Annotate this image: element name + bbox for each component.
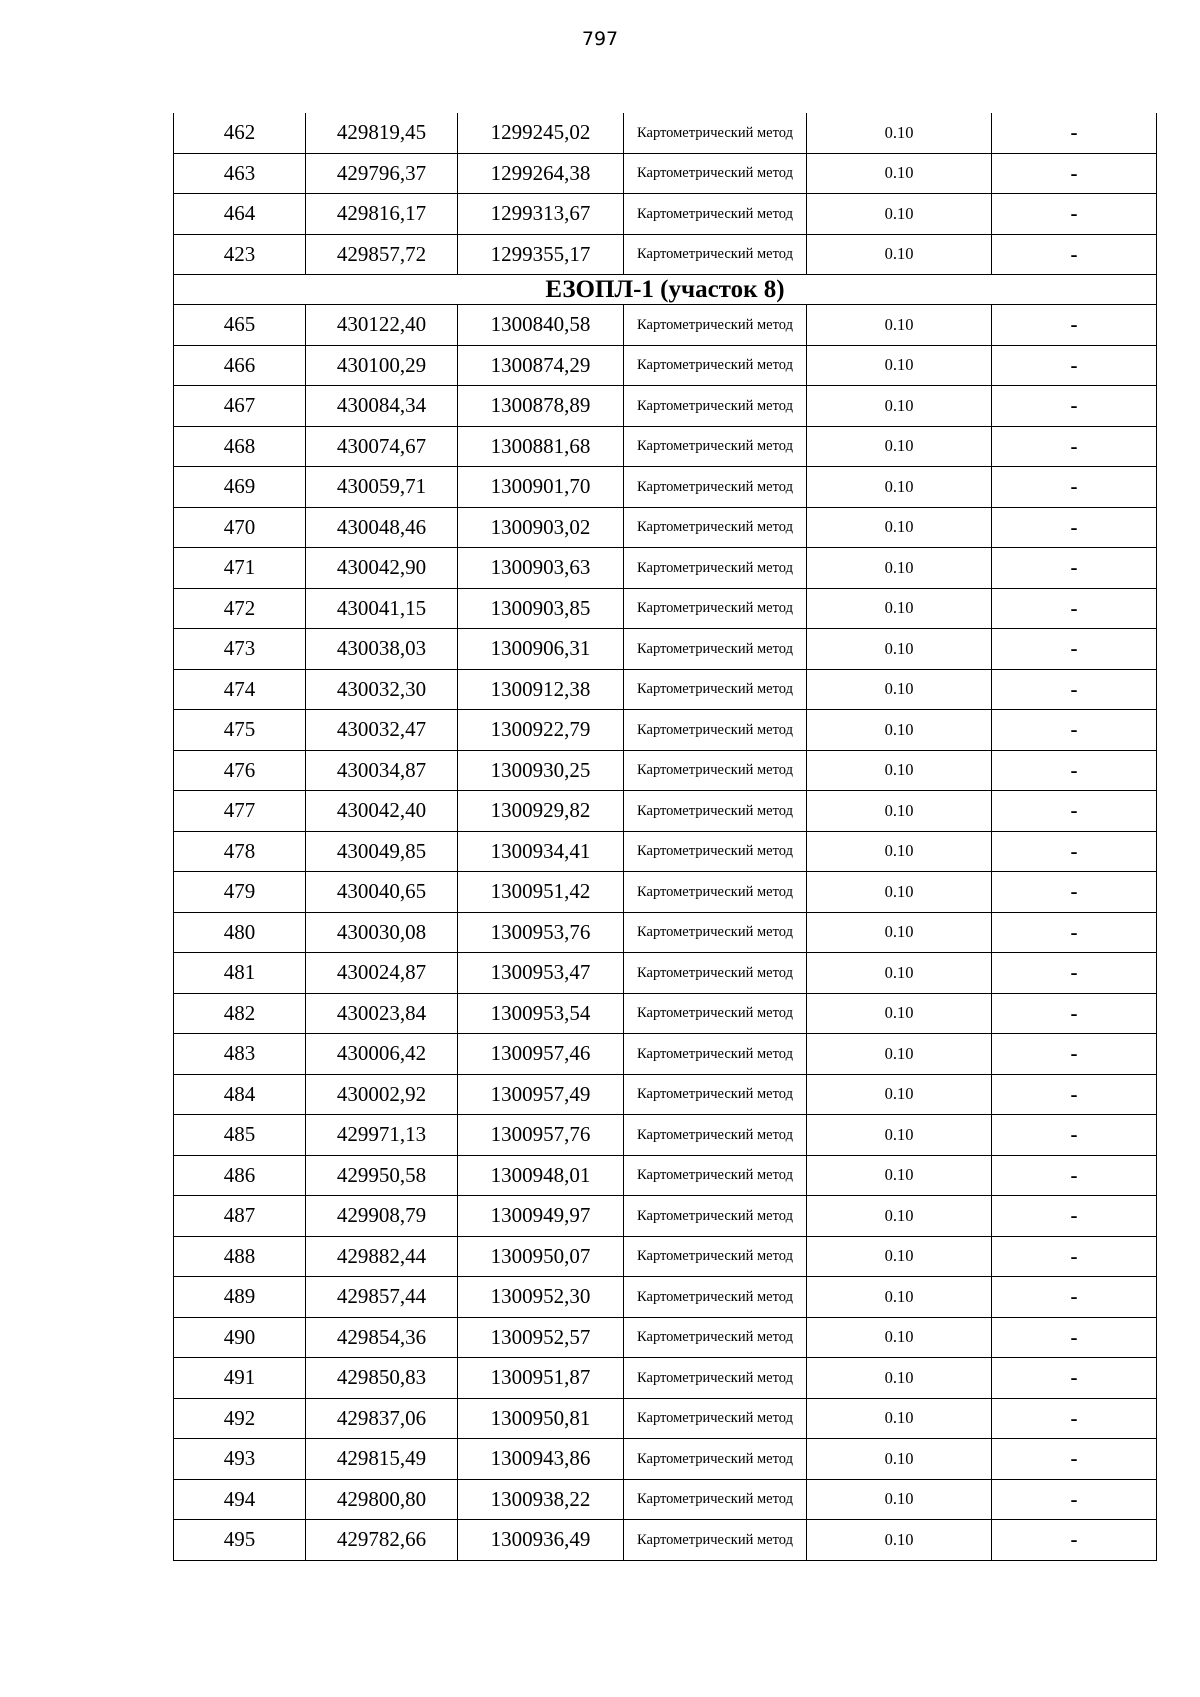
accuracy-cell: 0.10 [807, 426, 992, 467]
description-cell: - [992, 507, 1157, 548]
method-cell: Картометрический метод [624, 153, 807, 194]
y-coordinate: 1300950,81 [458, 1398, 624, 1439]
y-coordinate: 1300953,54 [458, 993, 624, 1034]
method-cell: Картометрический метод [624, 548, 807, 589]
x-coordinate: 430023,84 [306, 993, 458, 1034]
accuracy-cell: 0.10 [807, 1074, 992, 1115]
accuracy-cell: 0.10 [807, 1479, 992, 1520]
y-coordinate: 1300938,22 [458, 1479, 624, 1520]
point-number: 462 [174, 113, 306, 153]
method-cell: Картометрический метод [624, 1115, 807, 1156]
x-coordinate: 430049,85 [306, 831, 458, 872]
method-cell: Картометрический метод [624, 507, 807, 548]
table-row [174, 1439, 1157, 1480]
description-cell: - [992, 1398, 1157, 1439]
y-coordinate: 1300881,68 [458, 426, 624, 467]
table-row [174, 1074, 1157, 1115]
section-title: ЕЗОПЛ-1 (участок 8) [174, 275, 1157, 305]
y-coordinate: 1300953,47 [458, 953, 624, 994]
x-coordinate: 430002,92 [306, 1074, 458, 1115]
point-number: 494 [174, 1479, 306, 1520]
description-cell: - [992, 386, 1157, 427]
method-cell: Картометрический метод [624, 1398, 807, 1439]
method-cell: Картометрический метод [624, 1358, 807, 1399]
table-row [174, 669, 1157, 710]
accuracy-cell: 0.10 [807, 194, 992, 235]
x-coordinate: 429857,44 [306, 1277, 458, 1318]
table-row [174, 234, 1157, 275]
table-row [174, 1479, 1157, 1520]
description-cell: - [992, 1317, 1157, 1358]
method-cell: Картометрический метод [624, 1196, 807, 1237]
x-coordinate: 430059,71 [306, 467, 458, 508]
x-coordinate: 430042,40 [306, 791, 458, 832]
method-cell: Картометрический метод [624, 305, 807, 346]
y-coordinate: 1300903,63 [458, 548, 624, 589]
x-coordinate: 429882,44 [306, 1236, 458, 1277]
y-coordinate: 1300950,07 [458, 1236, 624, 1277]
point-number: 472 [174, 588, 306, 629]
y-coordinate: 1300948,01 [458, 1155, 624, 1196]
accuracy-cell: 0.10 [807, 831, 992, 872]
x-coordinate: 430038,03 [306, 629, 458, 670]
accuracy-cell: 0.10 [807, 1277, 992, 1318]
table-row [174, 548, 1157, 589]
method-cell: Картометрический метод [624, 1317, 807, 1358]
x-coordinate: 429816,17 [306, 194, 458, 235]
method-cell: Картометрический метод [624, 791, 807, 832]
y-coordinate: 1300943,86 [458, 1439, 624, 1480]
accuracy-cell: 0.10 [807, 791, 992, 832]
y-coordinate: 1300912,38 [458, 669, 624, 710]
method-cell: Картометрический метод [624, 1236, 807, 1277]
table-row [174, 507, 1157, 548]
description-cell: - [992, 1115, 1157, 1156]
method-cell: Картометрический метод [624, 1520, 807, 1561]
description-cell: - [992, 1034, 1157, 1075]
accuracy-cell: 0.10 [807, 669, 992, 710]
point-number: 469 [174, 467, 306, 508]
table-row [174, 629, 1157, 670]
method-cell: Картометрический метод [624, 629, 807, 670]
accuracy-cell: 0.10 [807, 234, 992, 275]
table-row [174, 993, 1157, 1034]
y-coordinate: 1300957,46 [458, 1034, 624, 1075]
point-number: 473 [174, 629, 306, 670]
method-cell: Картометрический метод [624, 1277, 807, 1318]
y-coordinate: 1300930,25 [458, 750, 624, 791]
description-cell: - [992, 1520, 1157, 1561]
description-cell: - [992, 791, 1157, 832]
y-coordinate: 1299264,38 [458, 153, 624, 194]
x-coordinate: 430100,29 [306, 345, 458, 386]
y-coordinate: 1299313,67 [458, 194, 624, 235]
accuracy-cell: 0.10 [807, 872, 992, 913]
method-cell: Картометрический метод [624, 669, 807, 710]
point-number: 482 [174, 993, 306, 1034]
description-cell: - [992, 548, 1157, 589]
x-coordinate: 429782,66 [306, 1520, 458, 1561]
accuracy-cell: 0.10 [807, 750, 992, 791]
y-coordinate: 1300951,42 [458, 872, 624, 913]
y-coordinate: 1300936,49 [458, 1520, 624, 1561]
method-cell: Картометрический метод [624, 467, 807, 508]
table-row [174, 1236, 1157, 1277]
description-cell: - [992, 234, 1157, 275]
description-cell: - [992, 113, 1157, 153]
table-row [174, 305, 1157, 346]
y-coordinate: 1300952,30 [458, 1277, 624, 1318]
y-coordinate: 1300874,29 [458, 345, 624, 386]
point-number: 468 [174, 426, 306, 467]
point-number: 470 [174, 507, 306, 548]
method-cell: Картометрический метод [624, 872, 807, 913]
table-row [174, 953, 1157, 994]
y-coordinate: 1300903,02 [458, 507, 624, 548]
accuracy-cell: 0.10 [807, 345, 992, 386]
table-row [174, 467, 1157, 508]
description-cell: - [992, 194, 1157, 235]
x-coordinate: 430006,42 [306, 1034, 458, 1075]
accuracy-cell: 0.10 [807, 1520, 992, 1561]
x-coordinate: 430074,67 [306, 426, 458, 467]
method-cell: Картометрический метод [624, 1479, 807, 1520]
x-coordinate: 430040,65 [306, 872, 458, 913]
accuracy-cell: 0.10 [807, 1155, 992, 1196]
accuracy-cell: 0.10 [807, 507, 992, 548]
table-row [174, 153, 1157, 194]
point-number: 467 [174, 386, 306, 427]
method-cell: Картометрический метод [624, 234, 807, 275]
point-number: 491 [174, 1358, 306, 1399]
table-row [174, 194, 1157, 235]
accuracy-cell: 0.10 [807, 548, 992, 589]
accuracy-cell: 0.10 [807, 1439, 992, 1480]
point-number: 466 [174, 345, 306, 386]
point-number: 488 [174, 1236, 306, 1277]
description-cell: - [992, 953, 1157, 994]
method-cell: Картометрический метод [624, 386, 807, 427]
accuracy-cell: 0.10 [807, 386, 992, 427]
table-row [174, 345, 1157, 386]
x-coordinate: 429850,83 [306, 1358, 458, 1399]
x-coordinate: 429908,79 [306, 1196, 458, 1237]
x-coordinate: 429950,58 [306, 1155, 458, 1196]
point-number: 423 [174, 234, 306, 275]
point-number: 495 [174, 1520, 306, 1561]
table-row [174, 1277, 1157, 1318]
table-row [174, 1115, 1157, 1156]
x-coordinate: 430030,08 [306, 912, 458, 953]
table-row [174, 831, 1157, 872]
point-number: 490 [174, 1317, 306, 1358]
method-cell: Картометрический метод [624, 953, 807, 994]
table-row [174, 1155, 1157, 1196]
method-cell: Картометрический метод [624, 750, 807, 791]
y-coordinate: 1300957,49 [458, 1074, 624, 1115]
table-row [174, 386, 1157, 427]
method-cell: Картометрический метод [624, 912, 807, 953]
y-coordinate: 1300949,97 [458, 1196, 624, 1237]
x-coordinate: 430024,87 [306, 953, 458, 994]
point-number: 483 [174, 1034, 306, 1075]
description-cell: - [992, 912, 1157, 953]
description-cell: - [992, 669, 1157, 710]
accuracy-cell: 0.10 [807, 1317, 992, 1358]
table-row [174, 1358, 1157, 1399]
table-row [174, 791, 1157, 832]
accuracy-cell: 0.10 [807, 153, 992, 194]
point-number: 484 [174, 1074, 306, 1115]
x-coordinate: 429854,36 [306, 1317, 458, 1358]
table-row [174, 710, 1157, 751]
accuracy-cell: 0.10 [807, 305, 992, 346]
accuracy-cell: 0.10 [807, 710, 992, 751]
point-number: 471 [174, 548, 306, 589]
x-coordinate: 429796,37 [306, 153, 458, 194]
x-coordinate: 430041,15 [306, 588, 458, 629]
method-cell: Картометрический метод [624, 831, 807, 872]
y-coordinate: 1300903,85 [458, 588, 624, 629]
method-cell: Картометрический метод [624, 1155, 807, 1196]
x-coordinate: 429815,49 [306, 1439, 458, 1480]
description-cell: - [992, 1479, 1157, 1520]
description-cell: - [992, 993, 1157, 1034]
x-coordinate: 429819,45 [306, 113, 458, 153]
table-row [174, 588, 1157, 629]
description-cell: - [992, 629, 1157, 670]
description-cell: - [992, 305, 1157, 346]
accuracy-cell: 0.10 [807, 629, 992, 670]
point-number: 489 [174, 1277, 306, 1318]
x-coordinate: 430042,90 [306, 548, 458, 589]
description-cell: - [992, 1155, 1157, 1196]
description-cell: - [992, 1196, 1157, 1237]
y-coordinate: 1300952,57 [458, 1317, 624, 1358]
description-cell: - [992, 1439, 1157, 1480]
description-cell: - [992, 710, 1157, 751]
table-row [174, 1196, 1157, 1237]
accuracy-cell: 0.10 [807, 588, 992, 629]
description-cell: - [992, 750, 1157, 791]
y-coordinate: 1300953,76 [458, 912, 624, 953]
x-coordinate: 430032,30 [306, 669, 458, 710]
accuracy-cell: 0.10 [807, 1196, 992, 1237]
table-row [174, 426, 1157, 467]
accuracy-cell: 0.10 [807, 1034, 992, 1075]
table-row [174, 912, 1157, 953]
point-number: 481 [174, 953, 306, 994]
description-cell: - [992, 153, 1157, 194]
y-coordinate: 1299355,17 [458, 234, 624, 275]
table-row [174, 750, 1157, 791]
description-cell: - [992, 426, 1157, 467]
table-row [174, 1034, 1157, 1075]
table-row [174, 1520, 1157, 1561]
method-cell: Картометрический метод [624, 113, 807, 153]
accuracy-cell: 0.10 [807, 1236, 992, 1277]
point-number: 478 [174, 831, 306, 872]
accuracy-cell: 0.10 [807, 113, 992, 153]
description-cell: - [992, 345, 1157, 386]
y-coordinate: 1299245,02 [458, 113, 624, 153]
accuracy-cell: 0.10 [807, 467, 992, 508]
point-number: 493 [174, 1439, 306, 1480]
point-number: 480 [174, 912, 306, 953]
point-number: 485 [174, 1115, 306, 1156]
x-coordinate: 430122,40 [306, 305, 458, 346]
accuracy-cell: 0.10 [807, 912, 992, 953]
y-coordinate: 1300906,31 [458, 629, 624, 670]
description-cell: - [992, 831, 1157, 872]
section-header-row [174, 275, 1157, 305]
x-coordinate: 430084,34 [306, 386, 458, 427]
point-number: 477 [174, 791, 306, 832]
method-cell: Картометрический метод [624, 194, 807, 235]
x-coordinate: 429971,13 [306, 1115, 458, 1156]
x-coordinate: 429800,80 [306, 1479, 458, 1520]
table-row [174, 872, 1157, 913]
method-cell: Картометрический метод [624, 1074, 807, 1115]
x-coordinate: 430034,87 [306, 750, 458, 791]
y-coordinate: 1300878,89 [458, 386, 624, 427]
x-coordinate: 429837,06 [306, 1398, 458, 1439]
y-coordinate: 1300929,82 [458, 791, 624, 832]
y-coordinate: 1300957,76 [458, 1115, 624, 1156]
accuracy-cell: 0.10 [807, 1398, 992, 1439]
page-number: 797 [581, 28, 619, 50]
description-cell: - [992, 872, 1157, 913]
x-coordinate: 430032,47 [306, 710, 458, 751]
point-number: 487 [174, 1196, 306, 1237]
accuracy-cell: 0.10 [807, 1358, 992, 1399]
point-number: 465 [174, 305, 306, 346]
table-row [174, 1317, 1157, 1358]
y-coordinate: 1300901,70 [458, 467, 624, 508]
point-number: 476 [174, 750, 306, 791]
description-cell: - [992, 1236, 1157, 1277]
accuracy-cell: 0.10 [807, 1115, 992, 1156]
description-cell: - [992, 1277, 1157, 1318]
method-cell: Картометрический метод [624, 426, 807, 467]
method-cell: Картометрический метод [624, 588, 807, 629]
method-cell: Картометрический метод [624, 1034, 807, 1075]
x-coordinate: 430048,46 [306, 507, 458, 548]
y-coordinate: 1300840,58 [458, 305, 624, 346]
point-number: 474 [174, 669, 306, 710]
x-coordinate: 429857,72 [306, 234, 458, 275]
description-cell: - [992, 1358, 1157, 1399]
description-cell: - [992, 467, 1157, 508]
accuracy-cell: 0.10 [807, 953, 992, 994]
table-row [174, 113, 1157, 153]
point-number: 486 [174, 1155, 306, 1196]
method-cell: Картометрический метод [624, 345, 807, 386]
description-cell: - [992, 1074, 1157, 1115]
y-coordinate: 1300922,79 [458, 710, 624, 751]
y-coordinate: 1300951,87 [458, 1358, 624, 1399]
description-cell: - [992, 588, 1157, 629]
coordinates-table [173, 113, 1157, 1561]
point-number: 464 [174, 194, 306, 235]
method-cell: Картометрический метод [624, 1439, 807, 1480]
method-cell: Картометрический метод [624, 710, 807, 751]
y-coordinate: 1300934,41 [458, 831, 624, 872]
accuracy-cell: 0.10 [807, 993, 992, 1034]
point-number: 492 [174, 1398, 306, 1439]
point-number: 475 [174, 710, 306, 751]
method-cell: Картометрический метод [624, 993, 807, 1034]
point-number: 479 [174, 872, 306, 913]
point-number: 463 [174, 153, 306, 194]
table-row [174, 1398, 1157, 1439]
